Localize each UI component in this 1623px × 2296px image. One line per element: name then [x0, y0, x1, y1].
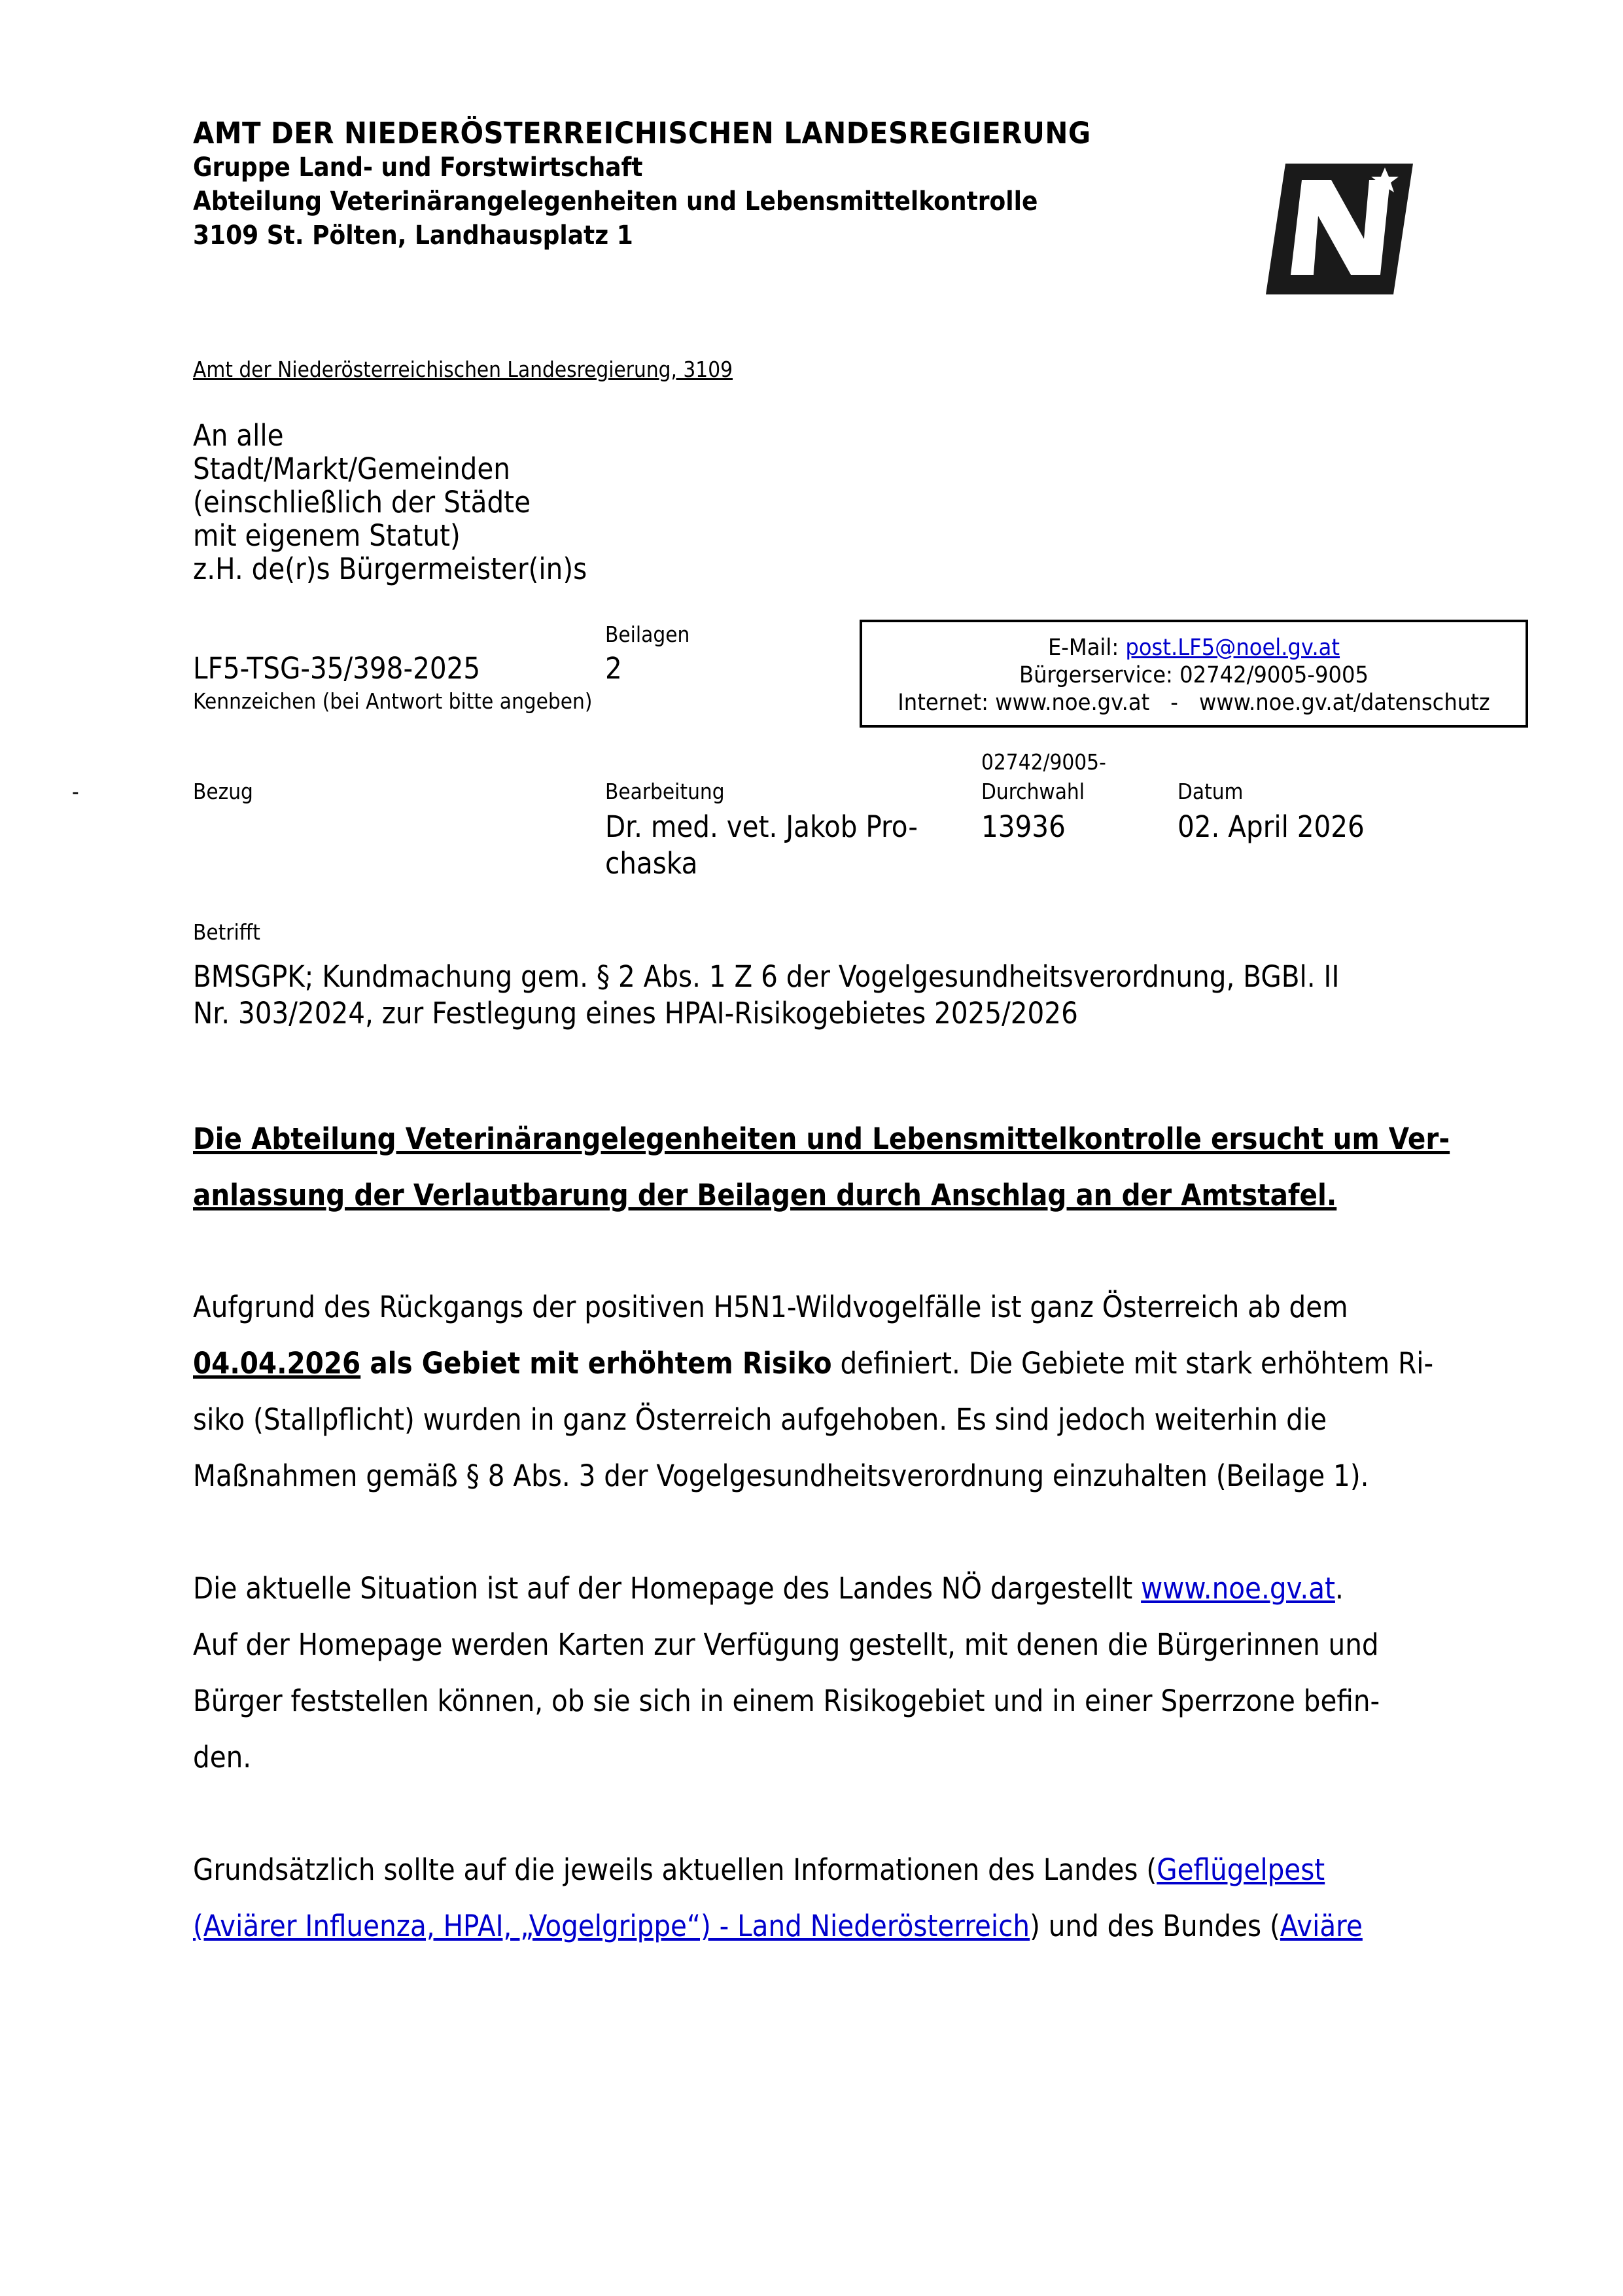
- margin-mark: -: [72, 779, 79, 804]
- attachments-label: Beilagen: [605, 622, 690, 647]
- subject-label: Betrifft: [193, 919, 260, 945]
- durchwahl-label: Durchwahl: [981, 779, 1085, 804]
- bezug-label: Bezug: [193, 779, 253, 804]
- subject-text: [193, 959, 1370, 1032]
- department-name: Abteilung Veterinärangelegenheiten und Lebensmittelkontrolle: [193, 186, 1038, 217]
- text-line: [193, 1335, 1434, 1392]
- text-span: .: [1335, 1571, 1344, 1606]
- text-line: [193, 1842, 1380, 1898]
- noe-logo-icon: [1266, 164, 1413, 262]
- attachments-count: 2: [605, 651, 622, 686]
- text-line: den.: [193, 1740, 252, 1775]
- paragraph-homepage: [193, 1561, 1380, 1786]
- text-line: Aufgrund des Rückgangs der positiven H5N1-Wildvogelfälle ist ganz Österreich ab dem: [193, 1290, 1348, 1324]
- extension-number: 13936: [981, 809, 1066, 844]
- email-link[interactable]: post.LF5@noel.gv.at: [1125, 635, 1340, 661]
- text-line: [193, 1898, 1380, 1954]
- text-span: Die aktuelle Situation ist auf der Homepage des Landes NÖ dargestellt: [193, 1571, 1142, 1606]
- request-paragraph: [193, 1111, 1450, 1224]
- recipient-line: (einschließlich der Städte: [193, 485, 531, 520]
- recipient-line: Stadt/Markt/Gemeinden: [193, 451, 510, 486]
- letterhead: [193, 116, 1159, 253]
- internet-label: Internet: www.noe.gv.at: [898, 690, 1150, 716]
- datum-label: Datum: [1178, 779, 1244, 804]
- citizen-service: Bürgerservice: 02742/9005-9005: [1019, 662, 1369, 688]
- text-span: ) und des Bundes (: [1030, 1909, 1280, 1943]
- text-line: [193, 1561, 1380, 1617]
- text-line: Maßnahmen gemäß § 8 Abs. 3 der Vogelgesundheitsverordnung einzuhalten (Beilage 1).: [193, 1458, 1369, 1493]
- recipient-line: mit eigenem Statut): [193, 518, 461, 553]
- text-line: siko (Stallpflicht) wurden in ganz Österreich aufgehoben. Es sind jedoch weiterhin die: [193, 1402, 1327, 1437]
- group-name: Gruppe Land- und Forstwirtschaft: [193, 152, 643, 183]
- reference-number: LF5-TSG-35/398-2025: [193, 651, 481, 686]
- effective-date: 04.04.2026: [193, 1346, 361, 1381]
- recipient-address: [193, 419, 587, 586]
- text-span: Grundsätzlich sollte auf die jeweils aktuellen Informationen des Landes (: [193, 1852, 1157, 1887]
- request-line: anlassung der Verlautbarung der Beilagen durch Anschlag an der Amtstafel.: [193, 1178, 1337, 1212]
- subject-line: Nr. 303/2024, zur Festlegung eines HPAI-Risikogebietes 2025/2026: [193, 996, 1078, 1031]
- letter-date: 02. April 2026: [1178, 809, 1365, 844]
- email-row: [889, 634, 1499, 662]
- text-line: Auf der Homepage werden Karten zur Verfügung gestellt, mit denen die Bürgerinnen und: [193, 1627, 1379, 1662]
- case-officer-line1: Dr. med. vet. Jakob Pro-: [605, 809, 918, 844]
- bearbeitung-label: Bearbeitung: [605, 779, 725, 804]
- authority-name: AMT DER NIEDERÖSTERREICHISCHEN LANDESREGIERUNG: [193, 116, 1091, 150]
- sender-line: Amt der Niederösterreichischen Landesregierung, 3109: [193, 357, 733, 382]
- privacy-url: www.noe.gv.at/datenschutz: [1198, 690, 1490, 716]
- avian-flu-state-link[interactable]: (Aviärer Influenza, HPAI, „Vogelgrippe“) - Land Niederösterreich: [193, 1909, 1030, 1943]
- durchwahl-prefix: 02742/9005-: [981, 749, 1106, 775]
- paragraph-information: [193, 1842, 1380, 1954]
- avian-flu-state-link[interactable]: Geflügelpest: [1157, 1852, 1325, 1887]
- text-line: Bürger feststellen können, ob sie sich in einem Risikogebiet und in einer Sperrzone befin-: [193, 1684, 1380, 1718]
- case-officer-line2: chaska: [605, 846, 698, 881]
- contact-box: [860, 620, 1528, 728]
- noe-homepage-link[interactable]: www.noe.gv.at: [1141, 1571, 1335, 1606]
- paragraph-risk-area: [193, 1279, 1434, 1504]
- request-line: Die Abteilung Veterinärangelegenheiten und Lebensmittelkontrolle ersucht um Ver-: [193, 1122, 1450, 1156]
- subject-line: BMSGPK; Kundmachung gem. § 2 Abs. 1 Z 6 der Vogelgesundheitsverordnung, BGBl. II: [193, 959, 1340, 994]
- recipient-line: An alle: [193, 418, 284, 453]
- email-label: E-Mail:: [1047, 635, 1126, 661]
- reference-number-label: Kennzeichen (bei Antwort bitte angeben): [193, 688, 593, 714]
- internet-row: [889, 689, 1499, 716]
- text-span: definiert. Die Gebiete mit stark erhöhtem Ri-: [831, 1346, 1434, 1381]
- separator: -: [1170, 690, 1178, 716]
- avian-flu-federal-link[interactable]: Aviäre: [1280, 1909, 1363, 1943]
- risk-status: als Gebiet mit erhöhtem Risiko: [360, 1346, 832, 1381]
- recipient-line: z.H. de(r)s Bürgermeister(in)s: [193, 552, 587, 586]
- office-address: 3109 St. Pölten, Landhausplatz 1: [193, 221, 633, 251]
